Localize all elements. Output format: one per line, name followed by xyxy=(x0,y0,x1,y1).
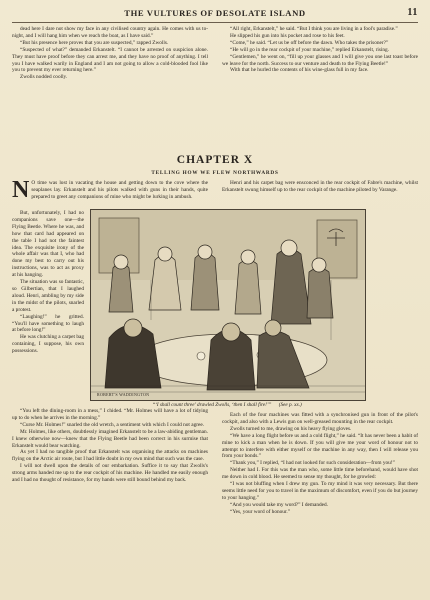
paragraph: With that he hurled the contents of his wine-glass full in my face. xyxy=(230,67,369,74)
caption-reference: (See p. xx.) xyxy=(278,402,302,408)
chapter-heading: CHAPTER X xyxy=(176,154,254,166)
right-intro-column xyxy=(222,180,418,209)
paragraph: “Suspected of what?” demanded Erkanstelt. “I cannot be arrested on suspicion alone. They must have proof before they can arrest me, and they have no proof of anything. I tell you I have walked warily in England and I am not going to allow a cold-blooded fool like you to prevent my ever returning here.” xyxy=(12,46,208,74)
bottom-right-column xyxy=(222,412,418,594)
paragraph: “Thank you,” I replied, “I had not looked for such consideration—from you!” xyxy=(230,460,395,467)
caption-text: “‘I shall count three’ drawled Zwolls, ‘then I shall fire!’” xyxy=(152,402,272,408)
paragraph: “Laughing!” he gritted. “You'll have something to laugh at before long!” xyxy=(12,313,84,334)
paragraph: “Gentlemen,” he went on, “fill up your glasses and I will give you one last toast before we leave for the north. Success to our venture and death to the Flying Beetle!” xyxy=(222,53,418,67)
page-number: 11 xyxy=(407,7,418,18)
paragraph: But, unfortunately, I had no companions save one—the Flying Beetle. Where he was, and how that card had appeared on the table I had not the faintest idea. The exquisite irony of the whole affair was that I, who had done my best to carry out his instructions, was to act as proxy at his hanging. xyxy=(12,210,84,279)
chapter-subtitle: TELLING HOW WE FLEW NORTHWARDS xyxy=(151,170,279,176)
paragraph: “He will go in the rear cockpit of your machine,” replied Erkanstelt, rising. xyxy=(230,46,389,53)
paragraph: dead here I dare not show my face in any civilised country again. He comes with us to-night, and I will hang him when we reach the boat, as I have said.” xyxy=(12,26,208,39)
paragraph: “I was not bluffing when I drew my gun. To my mind it was very necessary. But there seems little need for you to travel in the maximum of discomfort, even if you do but journey to your hanging.” xyxy=(222,481,418,501)
paragraph: Henri and his carpet bag were ensconced in the rear cockpit of Fabre's machine, whilst Erkanstelt swung himself up to the rear cockpit of the machine piloted by Varange. xyxy=(222,180,418,193)
paragraph: The situation was so fantastic, so Gilbertian, that I laughed aloud. Henri, ambling by my side in the midst of the pilots, snarled a protest. xyxy=(12,279,84,313)
story-illustration xyxy=(90,209,366,401)
paragraph: Neither had I. For this was the man who, some little time beforehand, would have shot me down in cold blood. He seemed to sense my thought, for he growled: xyxy=(222,467,418,481)
paragraph: He slipped his gun into his pocket and rose to his feet. xyxy=(230,32,345,39)
paragraph: Zwolls turned to me, drawing on his heavy flying gloves. xyxy=(230,425,352,432)
right-narrow-column xyxy=(368,210,418,406)
paragraph: He was clutching a carpet bag containing, I suppose, his own possessions. xyxy=(12,334,84,355)
running-title: THE VULTURES OF DESOLATE ISLAND xyxy=(124,8,306,18)
artist-signature: ROBERT'S WADDINGTON xyxy=(97,392,150,397)
paragraph: “Come,” he said. “Let us be off before the dawn. Who takes the prisoner?” xyxy=(230,39,389,46)
intro-text: O time was lost in vacating the house and getting down to the cove where the seaplanes lay. Erkanstelt and his pilots walked with guns in their hands, quite prepared to greet any companions of mine who might be lurking in ambush. xyxy=(31,180,208,200)
paragraph: “Curse Mr. Holmes!” snarled the old wretch, a sentiment with which I could not agree. xyxy=(20,421,205,428)
top-right-column xyxy=(222,26,418,148)
paragraph: I will not dwell upon the details of our embarkation. Suffice it to say that Zwolls's strong arms handed me up to the rear cockpit of his machine. He handled me easily enough and I had no thought of resistance, for my hands were still bound behind my back. xyxy=(12,463,208,484)
paragraph: Mr. Holmes, like others, doubtlessly imagined Erkanstelt to be a law-abiding gentleman. I knew otherwise now—knew that the Flying Beetle had been correct in his surmise that Erkanstelt would bear watching. xyxy=(12,428,208,449)
illustration-drawing xyxy=(91,210,365,400)
top-left-column xyxy=(12,26,208,148)
paragraph: Each of the four machines was fitted with a synchronised gun in front of the pilot's cockpit, and also with a Lewis gun on well-greased mounting in the rear cockpit. xyxy=(222,412,418,425)
bottom-left-column xyxy=(12,408,208,594)
paragraph: As yet I had no tangible proof that Erkanstelt was organising the attacks on machines flying on the Arctic air route, but I had little doubt in my own mind that such was the case. xyxy=(12,449,208,463)
paragraph: “We have a long flight before us and a cold flight,” he said. “It has never been a habit of mine to kick a man when he is down. If you will give me your word of honour not to attempt to interfere with either myself or the machine in any way, then I will release you from your bonds.” xyxy=(222,432,418,460)
paragraph: “And you would take my word?” I demanded. xyxy=(230,501,328,508)
drop-cap: N xyxy=(12,180,30,203)
paragraph: “You left the dining-room in a mess,” I chided. “Mr. Holmes will have a lot of tidying up to do when he arrives in the morning.” xyxy=(12,408,208,421)
left-narrow-column xyxy=(12,210,84,406)
paragraph: Zwolls nodded coolly. xyxy=(20,74,68,81)
paragraph: “Yes, your word of honour.” xyxy=(230,508,291,515)
paragraph: “But his presence here proves that you are suspected,” rapped Zwolls. xyxy=(20,39,169,46)
paragraph: “All right, Erkanstelt,” he said. “But I think you are living in a fool's paradise.” xyxy=(230,26,398,32)
left-intro-column xyxy=(12,180,208,209)
running-header xyxy=(12,6,418,23)
